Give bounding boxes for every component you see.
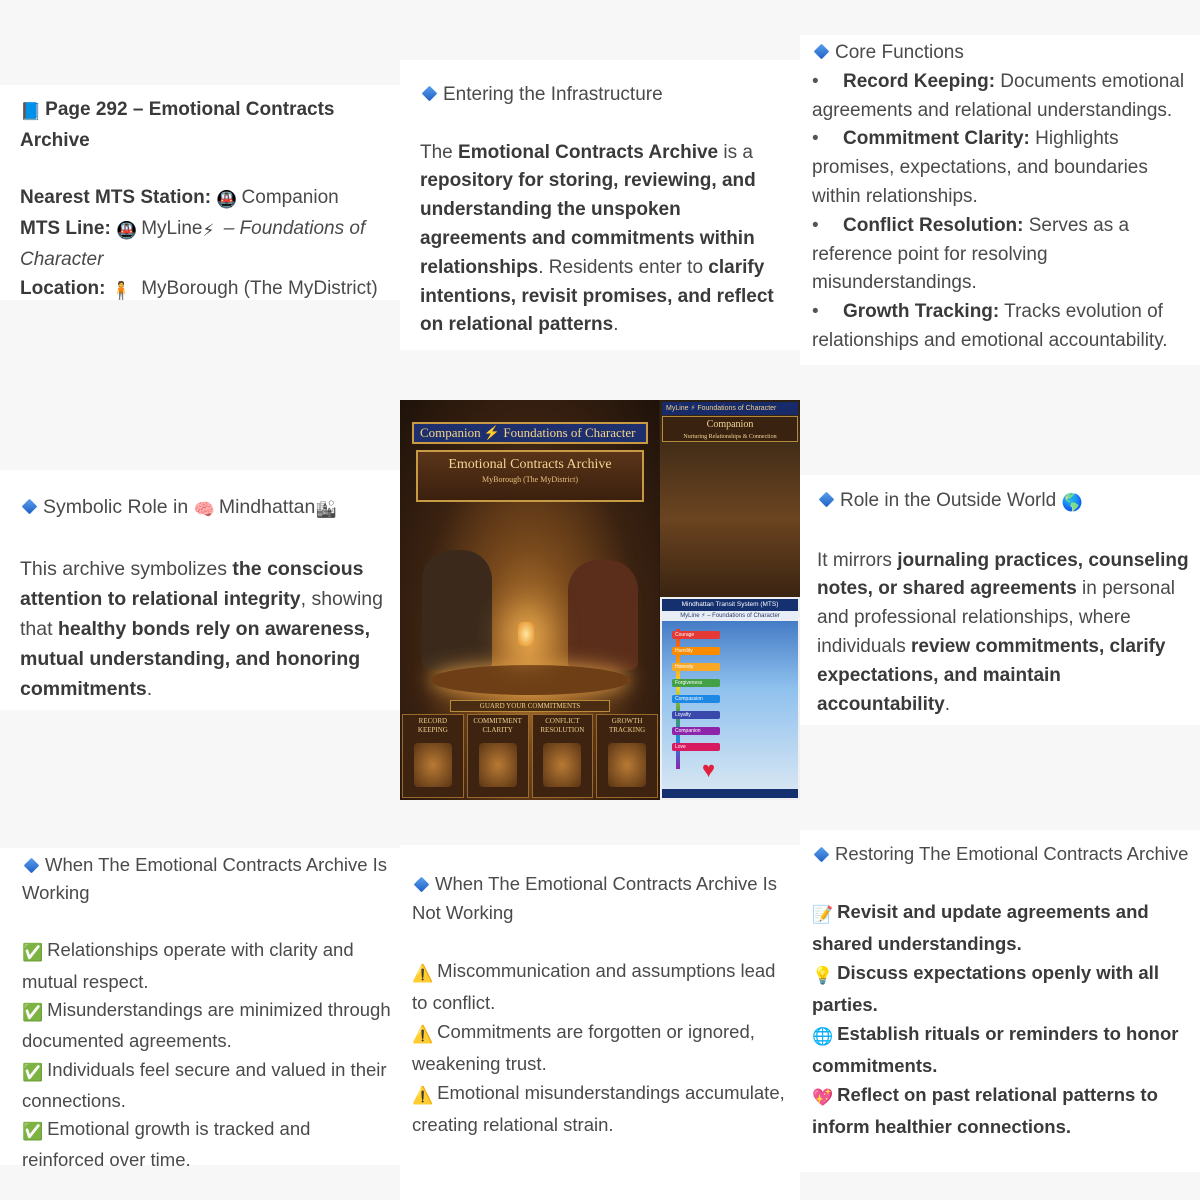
- entering-heading: Entering the Infrastructure: [420, 81, 792, 110]
- poster-panel: CONFLICT RESOLUTION: [532, 714, 594, 798]
- core-function-item: • Commitment Clarity: Highlights promises, expectations, and boundaries within relationships.: [812, 128, 1148, 207]
- lightbulb-icon: 💡: [812, 965, 834, 985]
- core-functions-heading: Core Functions: [812, 39, 1192, 68]
- symbolic-role-cell: [0, 400, 400, 800]
- working-item: ✅ Misunderstandings are minimized through documented agreements.: [22, 998, 391, 1052]
- mts-map-subtitle: MyLine ⚡ – Foundations of Character: [662, 611, 798, 621]
- poster-title: Emotional Contracts Archive: [448, 457, 612, 472]
- restoring-item: 🌐 Establish rituals or reminders to honor commitments.: [812, 1022, 1179, 1076]
- mts-line: MTS Line: 🚇 MyLine⚡ – Foundations of Character: [20, 218, 366, 270]
- myline-bar: MyLine ⚡ Foundations of Character: [662, 402, 798, 415]
- outside-world-heading: Role in the Outside World 🌎: [817, 487, 1195, 518]
- map-stop: Loyalty: [672, 711, 720, 719]
- core-function-item: • Conflict Resolution: Serves as a reference point for resolving misunderstandings.: [812, 214, 1130, 294]
- blue-diamond-icon: [819, 492, 835, 508]
- globe-icon: 🌎: [1061, 493, 1083, 512]
- core-function-item: • Record Keeping: Documents emotional agreements and relational understandings.: [812, 70, 1185, 121]
- working-item: ✅ Relationships operate with clarity and mutual respect.: [22, 939, 354, 992]
- map-stop: Compassion: [672, 695, 720, 703]
- check-icon: ✅: [22, 1122, 44, 1142]
- archive-scene: [400, 400, 659, 800]
- blue-diamond-icon: [414, 876, 430, 892]
- not-working-item: ⚠️ Miscommunication and assumptions lead to conflict.: [412, 959, 776, 1013]
- working-heading: When The Emotional Contracts Archive Is Working: [22, 854, 388, 904]
- map-stop: Honesty: [672, 663, 720, 671]
- poster-panel: RECORD KEEPING: [402, 714, 464, 798]
- blue-diamond-icon: [814, 846, 830, 862]
- blue-diamond-icon: [22, 499, 38, 515]
- map-stop: Forgiveness: [672, 679, 720, 687]
- not-working-cell: [400, 800, 800, 1200]
- not-working-section: [412, 869, 795, 1139]
- companion-station-scene: [660, 400, 800, 597]
- symbolic-role-section: [20, 492, 390, 704]
- outside-world-cell: [800, 400, 1200, 800]
- working-item: ✅ Individuals feel secure and valued in their connections.: [22, 1058, 387, 1111]
- restoring-section: [812, 839, 1194, 1141]
- check-icon: ✅: [22, 943, 44, 963]
- page-header-cell: [0, 0, 400, 400]
- check-icon: ✅: [22, 1002, 44, 1022]
- globe-icon: 🌐: [812, 1026, 834, 1046]
- restoring-item: 💖 Reflect on past relational patterns to inform healthier connections.: [812, 1083, 1158, 1137]
- restoring-item: 📝 Revisit and update agreements and shared understandings.: [812, 900, 1149, 954]
- page-header: [20, 96, 390, 306]
- poster-table: [430, 665, 630, 695]
- poster-figure-man: [422, 550, 492, 670]
- core-function-item: • Growth Tracking: Tracks evolution of relationships and emotional accountability.: [812, 301, 1168, 351]
- heart-icon: 💖: [812, 1087, 834, 1107]
- symbolic-role-heading: Symbolic Role in 🧠 Mindhattan🏙: [20, 492, 390, 525]
- warning-icon: ⚠️: [412, 963, 434, 983]
- poster-figure-woman: [568, 560, 638, 670]
- nearest-station-line: Nearest MTS Station: 🚇 Companion: [20, 184, 390, 215]
- warning-icon: ⚠️: [412, 1024, 434, 1044]
- mts-map: [660, 597, 800, 800]
- entering-paragraph: The Emotional Contracts Archive is a repository for storing, reviewing, and understanding the unspoken agreements and commitments within relationships. Residents enter to clarify intentions, revisit promises, and reflect on relational patterns.: [420, 141, 774, 336]
- not-working-item: ⚠️ Commitments are forgotten or ignored, weakening trust.: [412, 1020, 755, 1074]
- entering-section: [420, 81, 792, 340]
- poster-panels: [402, 714, 658, 798]
- poster-guard-banner: GUARD YOUR COMMITMENTS: [450, 700, 610, 712]
- not-working-item: ⚠️ Emotional misunderstandings accumulate, creating relational strain.: [412, 1081, 785, 1135]
- entering-cell: [400, 0, 800, 400]
- poster-subtitle: MyBorough (The MyDistrict): [482, 475, 578, 484]
- memo-icon: 📝: [812, 904, 834, 924]
- brain-icon: 🧠: [193, 500, 215, 519]
- map-stop: Courage: [672, 631, 720, 639]
- metro-icon: 🚇: [216, 190, 238, 210]
- blue-diamond-icon: [422, 86, 438, 102]
- working-cell: [0, 800, 400, 1200]
- warning-icon: ⚠️: [412, 1085, 434, 1105]
- metro-icon: 🚇: [116, 221, 138, 241]
- poster-station-sign: Companion ⚡ Foundations of Character: [412, 422, 648, 444]
- poster-title-board: [416, 450, 644, 502]
- working-item: ✅ Emotional growth is tracked and reinforced over time.: [22, 1118, 311, 1171]
- restoring-item: 💡 Discuss expectations openly with all parties.: [812, 961, 1159, 1015]
- location-line: Location: 🧍 MyBorough (The MyDistrict): [20, 275, 390, 306]
- companion-station-board: Companion Nurturing Relationships & Connection: [662, 416, 798, 442]
- lantern-icon: [518, 622, 534, 646]
- working-section: [22, 851, 394, 1175]
- map-stop: Humility: [672, 647, 720, 655]
- core-functions-section: [812, 39, 1192, 356]
- lightning-icon: ⚡: [202, 221, 215, 241]
- archive-poster-image: [400, 400, 800, 800]
- heart-icon: ♥: [702, 757, 716, 782]
- mts-map-title: Mindhattan Transit System (MTS): [662, 599, 798, 611]
- poster-panel: GROWTH TRACKING: [596, 714, 658, 798]
- restoring-heading: Restoring The Emotional Contracts Archive: [812, 839, 1194, 868]
- restoring-cell: [800, 800, 1200, 1200]
- book-icon: 📘: [20, 102, 42, 121]
- blue-diamond-icon: [24, 857, 40, 873]
- outside-world-section: [817, 487, 1195, 719]
- cityscape-icon: 🏙: [315, 500, 337, 519]
- outside-world-paragraph: It mirrors journaling practices, counseling notes, or shared agreements in personal and professional relationships, where individuals review commitments, clarify expectations, and maintain accountability.: [817, 549, 1189, 715]
- check-icon: ✅: [22, 1062, 44, 1082]
- map-stop: Companion: [672, 727, 720, 735]
- mts-map-footer: [662, 789, 798, 798]
- not-working-heading: When The Emotional Contracts Archive Is Not Working: [412, 873, 778, 923]
- page-title: 📘 Page 292 – Emotional Contracts Archive: [20, 99, 335, 151]
- poster-panel: COMMITMENT CLARITY: [467, 714, 529, 798]
- map-stop: Love: [672, 743, 720, 751]
- symbolic-role-paragraph: This archive symbolizes the conscious attention to relational integrity, showing that healthy bonds rely on awareness, mutual understanding, and honoring commitments.: [20, 557, 383, 700]
- person-icon: 🧍: [110, 280, 132, 300]
- blue-diamond-icon: [814, 44, 830, 60]
- core-functions-cell: [800, 0, 1200, 400]
